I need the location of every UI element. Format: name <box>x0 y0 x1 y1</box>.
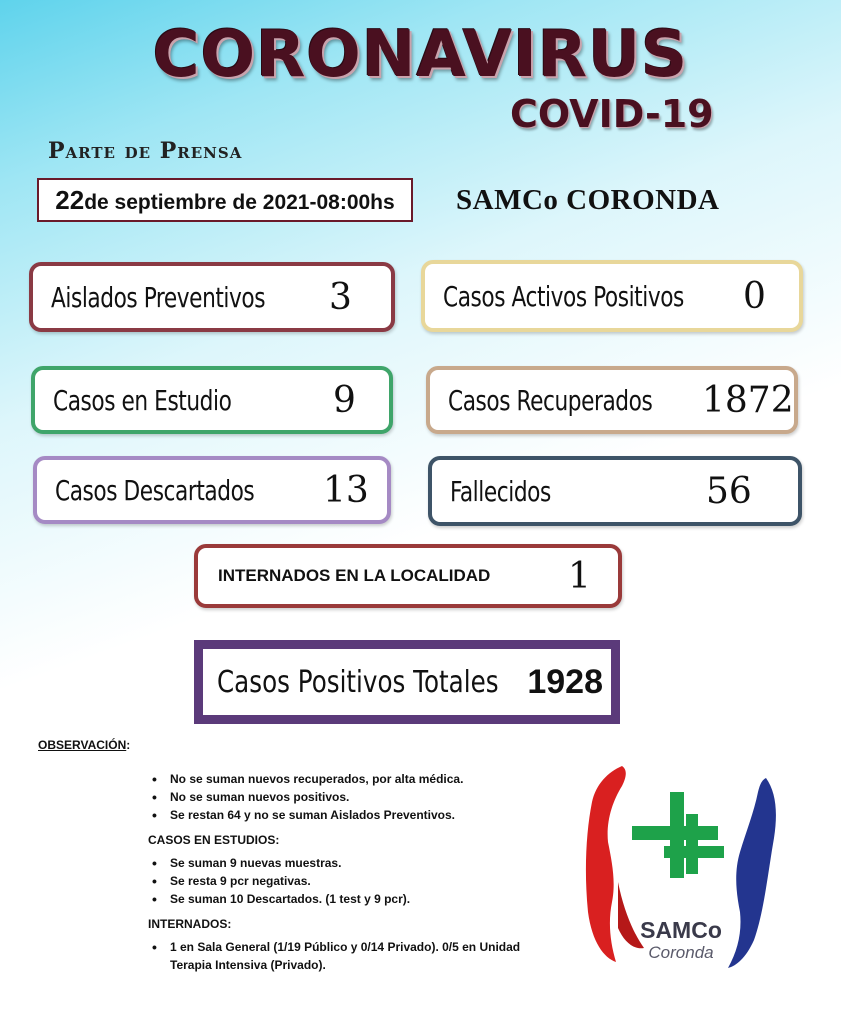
card-totales-label: Casos Positivos Totales <box>217 664 499 700</box>
card-totales <box>194 640 620 724</box>
card-activos-value: 0 <box>743 275 766 317</box>
samco-logo-graphic <box>578 762 784 970</box>
card-internados-label: INTERNADOS EN LA LOCALIDAD <box>218 566 491 585</box>
estudios-list <box>148 854 548 908</box>
card-activos <box>421 260 803 332</box>
internados-list <box>148 938 548 974</box>
card-fallecidos-label: Fallecidos <box>450 474 551 508</box>
card-fallecidos <box>428 456 802 526</box>
card-recuperados <box>426 366 798 434</box>
card-descartados-label: Casos Descartados <box>55 473 255 507</box>
logo-name: SAMCo <box>640 917 722 943</box>
card-aislados <box>29 262 395 332</box>
card-totales-inner <box>203 649 611 715</box>
page-subtitle: COVID-19 <box>510 92 714 136</box>
card-estudio-value: 9 <box>333 379 356 421</box>
blue-hand-icon <box>728 778 776 968</box>
observation-heading-text: OBSERVACIÓN <box>38 738 127 752</box>
organization-name: SAMCo CORONDA <box>456 184 720 216</box>
card-fallecidos-value: 56 <box>706 470 752 512</box>
observation-heading: OBSERVACIÓN: <box>38 738 131 752</box>
green-cross-icon <box>632 792 724 878</box>
card-descartados <box>33 456 391 524</box>
internados-heading: INTERNADOS: <box>148 917 232 931</box>
card-internados-value: 1 <box>568 555 591 597</box>
card-recuperados-value: 1872 <box>702 379 794 421</box>
card-estudio <box>31 366 393 434</box>
red-hand-icon <box>586 766 626 962</box>
card-totales-value: 1928 <box>527 662 603 701</box>
observation-list <box>148 770 548 824</box>
observation-notes <box>148 770 548 982</box>
press-heading: Parte de Prensa <box>48 138 243 164</box>
list-item: • Se suman 10 Descartados. (1 test y 9 pcr). <box>170 890 548 908</box>
card-aislados-label: Aislados Preventivos <box>51 280 266 314</box>
list-item: • No se suman nuevos positivos. <box>170 788 548 806</box>
list-item: • 1 en Sala General (1/19 Público y 0/14 Privado). 0/5 en Unidad Terapia Intensiva (Privado). <box>170 938 548 974</box>
page-title: CORONAVIRUS <box>152 18 689 92</box>
card-internados <box>194 544 622 608</box>
card-recuperados-label: Casos Recuperados <box>448 383 653 417</box>
estudios-heading: CASOS EN ESTUDIOS: <box>148 833 280 847</box>
report-date-rest: de septiembre de 2021-08:00hs <box>84 191 395 214</box>
report-date <box>37 178 413 222</box>
report-date-day: 22 <box>55 185 85 215</box>
list-item: • Se suman 9 nuevas muestras. <box>170 854 548 872</box>
card-estudio-label: Casos en Estudio <box>53 383 232 417</box>
card-aislados-value: 3 <box>329 276 352 318</box>
card-activos-label: Casos Activos Positivos <box>443 279 684 313</box>
card-descartados-value: 13 <box>323 469 369 511</box>
list-item: • Se restan 64 y no se suman Aislados Preventivos. <box>170 806 548 824</box>
list-item: • Se resta 9 pcr negativas. <box>170 872 548 890</box>
logo-city: Coronda <box>648 943 714 962</box>
list-item: • No se suman nuevos recuperados, por alta médica. <box>170 770 548 788</box>
samco-logo <box>578 762 784 970</box>
